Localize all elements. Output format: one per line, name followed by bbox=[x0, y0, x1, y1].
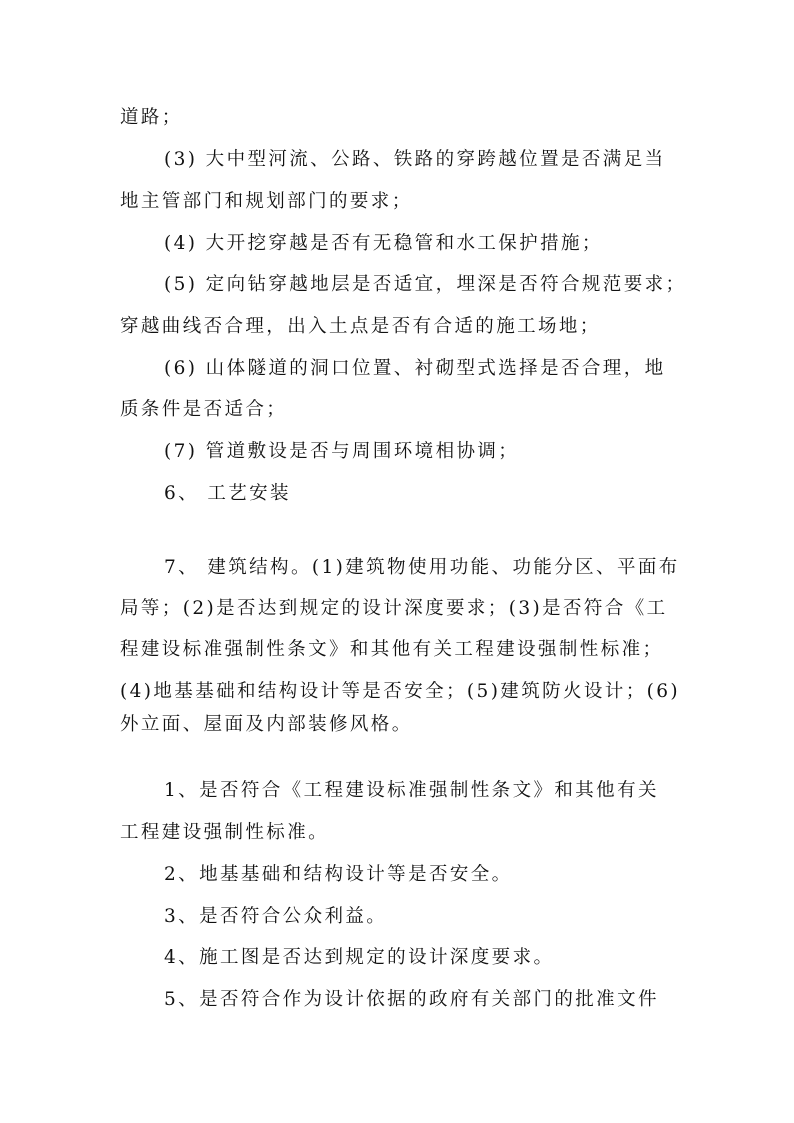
text-line: 地主管部门和规划部门的要求； bbox=[120, 191, 413, 212]
text-line: 程建设标准强制性条文》和其他有关工程建设强制性标准； bbox=[120, 639, 664, 660]
text-line: 6、 工艺安装 bbox=[164, 483, 291, 504]
text-line: 质条件是否适合； bbox=[120, 399, 288, 420]
text-line: (5) 定向钻穿越地层是否适宜，埋深是否符合规范要求； bbox=[164, 274, 687, 295]
text-line: (4) 大开挖穿越是否有无稳管和水工保护措施； bbox=[164, 233, 603, 254]
text-line: (7) 管道敷设是否与周围环境相协调； bbox=[164, 441, 520, 462]
text-line: 3、是否符合公众利益。 bbox=[164, 906, 388, 927]
text-line: 4、施工图是否达到规定的设计深度要求。 bbox=[164, 947, 555, 968]
text-line: 7、 建筑结构。(1)建筑物使用功能、功能分区、平面布 bbox=[164, 557, 680, 578]
text-line: 5、是否符合作为设计依据的政府有关部门的批准文件 bbox=[164, 989, 659, 1010]
text-line: (6) 山体隧道的洞口位置、衬砌型式选择是否合理，地 bbox=[164, 358, 666, 379]
text-line: 道路； bbox=[120, 107, 183, 128]
text-line: 2、地基基础和结构设计等是否安全。 bbox=[164, 864, 513, 885]
text-line: 外立面、屋面及内部装修风格。 bbox=[120, 714, 413, 735]
text-line: (4)地基基础和结构设计等是否安全；(5)建筑防火设计；(6) bbox=[120, 681, 681, 702]
text-line: 工程建设强制性标准。 bbox=[120, 822, 330, 843]
text-line: 1、是否符合《工程建设标准强制性条文》和其他有关 bbox=[164, 780, 659, 801]
text-line: (3) 大中型河流、公路、铁路的穿跨越位置是否满足当 bbox=[164, 149, 666, 170]
text-line: 局等；(2)是否达到规定的设计深度要求；(3)是否符合《工 bbox=[120, 598, 668, 619]
text-line: 穿越曲线否合理，出入土点是否有合适的施工场地； bbox=[120, 316, 601, 337]
